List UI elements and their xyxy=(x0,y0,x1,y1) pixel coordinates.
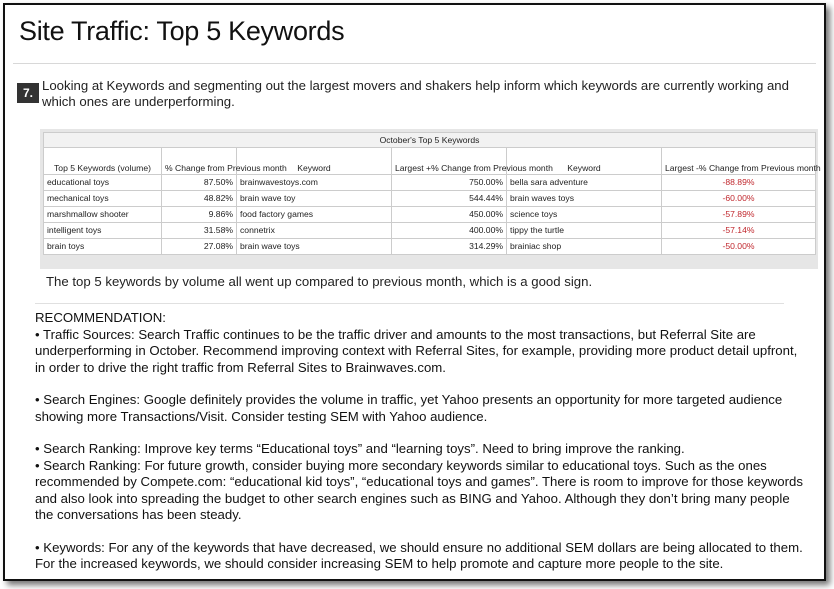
keywords-table-container xyxy=(40,129,821,269)
table-cell: 314.29% xyxy=(392,239,507,255)
column-header: % Change from Previous month xyxy=(162,148,237,175)
column-header: Largest +% Change from Previous month xyxy=(392,148,507,175)
column-header: Keyword xyxy=(237,148,392,175)
recommendation-heading: RECOMMENDATION: xyxy=(35,310,166,325)
table-cell: 9.86% xyxy=(162,207,237,223)
table-row xyxy=(44,191,816,207)
column-header: Keyword xyxy=(507,148,662,175)
slide-frame xyxy=(3,3,826,581)
keywords-table xyxy=(43,132,821,255)
table-cell: -60.00% xyxy=(662,191,816,207)
recommendation-item: • Search Ranking: Improve key terms “Educational toys” and “learning toys”. Need to bring improve the ranking. xyxy=(35,441,685,456)
table-cell: -50.00% xyxy=(662,239,816,255)
table-cell: brainiac shop xyxy=(507,239,662,255)
table-row xyxy=(44,175,816,191)
table-row xyxy=(44,223,816,239)
table-cell: 544.44% xyxy=(392,191,507,207)
table-cell: brain waves toys xyxy=(507,191,662,207)
table-cell: 27.08% xyxy=(162,239,237,255)
table-caption: October's Top 5 Keywords xyxy=(44,133,816,148)
recommendation-item: • Search Ranking: For future growth, consider buying more secondary keywords similar to educational toys. Such as the ones recommended by Compete.com: “educational kid toys”, “educational toys and games”. There is room to improve for those keywords and also look into spreading the budget to other search engines such as BING and Yahoo. Although they don’t bring many people the conversations has been steady. xyxy=(35,457,803,522)
recommendation-section xyxy=(35,310,810,573)
recommendation-item: • Traffic Sources: Search Traffic continues to be the traffic driver and amounts to the most transactions, but Referral Site are underperforming in October. Recommend improving context with Referral Sites, for example, providing more product detail upfront, in order to drive the right traffic from Referral Sites to Brainwaves.com. xyxy=(35,326,798,375)
table-cell: 87.50% xyxy=(162,175,237,191)
column-header: Top 5 Keywords (volume) xyxy=(44,148,162,175)
table-cell: 400.00% xyxy=(392,223,507,239)
slide-title: Site Traffic: Top 5 Keywords xyxy=(19,16,345,46)
table-cell: food factory games xyxy=(237,207,392,223)
recommendation-item: • Search Engines: Google definitely provides the volume in traffic, yet Yahoo presents an opportunity for more targeted audience showing more Transactions/Visit. Consider testing SEM with Yahoo audience. xyxy=(35,392,783,424)
table-cell: 750.00% xyxy=(392,175,507,191)
column-header: Largest -% Change from Previous month xyxy=(662,148,816,175)
recommendation-divider xyxy=(35,303,784,304)
table-cell: 48.82% xyxy=(162,191,237,207)
table-cell: educational toys xyxy=(44,175,162,191)
table-cell: brainwavestoys.com xyxy=(237,175,392,191)
table-cell: brain toys xyxy=(44,239,162,255)
table-cell: -57.14% xyxy=(662,223,816,239)
recommendation-item: • Keywords: For any of the keywords that have decreased, we should ensure no additional SEM dollars are being allocated to them. For the increased keywords, we should consider increasing SEM to help promote and capture more people to the site. xyxy=(35,539,803,571)
table-cell: tippy the turtle xyxy=(507,223,662,239)
table-cell: 31.58% xyxy=(162,223,237,239)
slide-number-badge: 7. xyxy=(17,83,39,103)
table-cell: brain wave toy xyxy=(237,191,392,207)
summary-text: The top 5 keywords by volume all went up compared to previous month, which is a good sign. xyxy=(46,274,593,289)
table-cell: -88.89% xyxy=(662,175,816,191)
table-row xyxy=(44,239,816,255)
intro-text: Looking at Keywords and segmenting out the largest movers and shakers help inform which keywords are currently working and which ones are underperforming. xyxy=(42,78,789,109)
table-cell: -57.89% xyxy=(662,207,816,223)
table-cell: science toys xyxy=(507,207,662,223)
table-cell: marshmallow shooter xyxy=(44,207,162,223)
table-cell: mechanical toys xyxy=(44,191,162,207)
table-cell: bella sara adventure xyxy=(507,175,662,191)
table-header-row xyxy=(44,148,816,175)
table-cell: 450.00% xyxy=(392,207,507,223)
title-divider xyxy=(13,63,816,64)
table-cell: brain wave toys xyxy=(237,239,392,255)
table-cell: connetrix xyxy=(237,223,392,239)
table-row xyxy=(44,207,816,223)
table-cell: intelligent toys xyxy=(44,223,162,239)
